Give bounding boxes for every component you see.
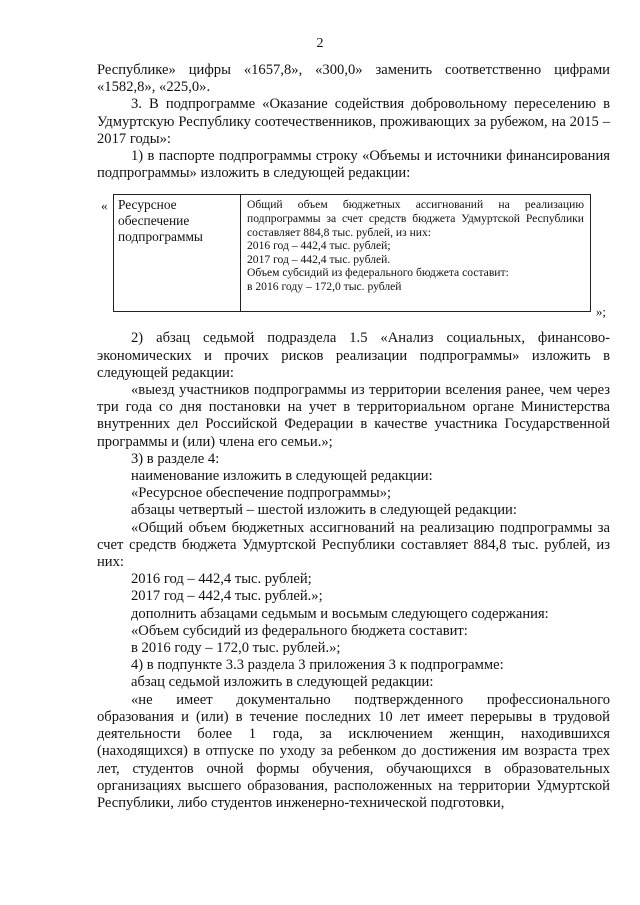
paragraph: 2) абзац седьмой подраздела 1.5 «Анализ социальных, финансово-экономических и прочих рисков реализации подпрограммы» изложить в следующей редакции: [97,330,610,381]
open-quote: « [101,198,108,214]
table-line: Объем субсидий из федерального бюджета составит: [247,266,509,280]
table-line: 2017 год – 442,4 тыс. рублей. [247,252,391,266]
page-number: 2 [316,36,324,51]
paragraph: 3. В подпрограмме «Оказание содействия добровольному переселению в Удмуртскую Республику соотечественников, проживающих за рубежом, на 2015 – 2017 годы»: [97,96,610,147]
paragraph: наименование изложить в следующей редакции: [131,468,433,485]
document-body [97,62,610,812]
paragraph: 2017 год – 442,4 тыс. рублей.»; [131,588,323,605]
paragraph: 3) в разделе 4: [131,450,220,467]
resource-table-block [97,194,610,322]
paragraph: 1) в паспорте подпрограммы строку «Объемы и источники финансирования подпрограммы» изложить в следующей редакции: [97,148,610,182]
paragraph: «не имеет документально подтвержденного профессионального образования и (или) в течение последних 10 лет имеет перерывы в трудовой деятельности более 1 года, за исключением женщин, находившихся (находящихся) в отпуске по уходу за ребенком до достижения им возраста трех лет, студентов очной формы обучения, обучающихся в образовательных организациях высшего образования, расположенных на территории Удмуртской Республики, либо студентов инженерно-технической подготовки, [97,691,610,811]
paragraph: «Объем субсидий из федерального бюджета составит: [131,622,468,639]
table-right-cell [241,195,590,311]
paragraph: 4) в подпункте 3.3 раздела 3 приложения 3 к подпрограмме: [131,657,504,674]
table-line: в 2016 году – 172,0 тыс. рублей [247,279,402,293]
paragraph: абзацы четвертый – шестой изложить в следующей редакции: [131,502,517,519]
paragraph: Республике» цифры «1657,8», «300,0» заменить соответственно цифрами «1582,8», «225,0». [97,62,610,96]
paragraph: в 2016 году – 172,0 тыс. рублей.»; [131,640,341,657]
table-line: 2016 год – 442,4 тыс. рублей; [247,239,391,253]
paragraph: «Общий объем бюджетных ассигнований на реализацию подпрограммы за счет средств бюджета Удмуртской Республики составляет 884,8 тыс. рублей, из них: [97,519,610,571]
table-line: Общий объем бюджетных ассигнований на реализацию подпрограммы за счет средств бюджета Удмуртской Республики составляет 884,8 тыс. рублей, из них: [247,198,584,239]
paragraph: «Ресурсное обеспечение подпрограммы»; [131,485,392,502]
close-quote: »; [595,304,606,320]
table-left-cell: Ресурсное обеспечение подпрограммы [114,195,241,311]
paragraph: дополнить абзацами седьмым и восьмым следующего содержания: [131,605,549,622]
paragraph: абзац седьмой изложить в следующей редакции: [131,674,434,691]
resource-table [113,194,591,312]
paragraph: 2016 год – 442,4 тыс. рублей; [131,571,312,588]
paragraph: «выезд участников подпрограммы из территории вселения ранее, чем через три года со дня постановки на учет в территориальном органе Министерства внутренних дел Российской Федерации в качестве участника Государственной программы и (или) члена его семьи.»; [97,382,610,450]
